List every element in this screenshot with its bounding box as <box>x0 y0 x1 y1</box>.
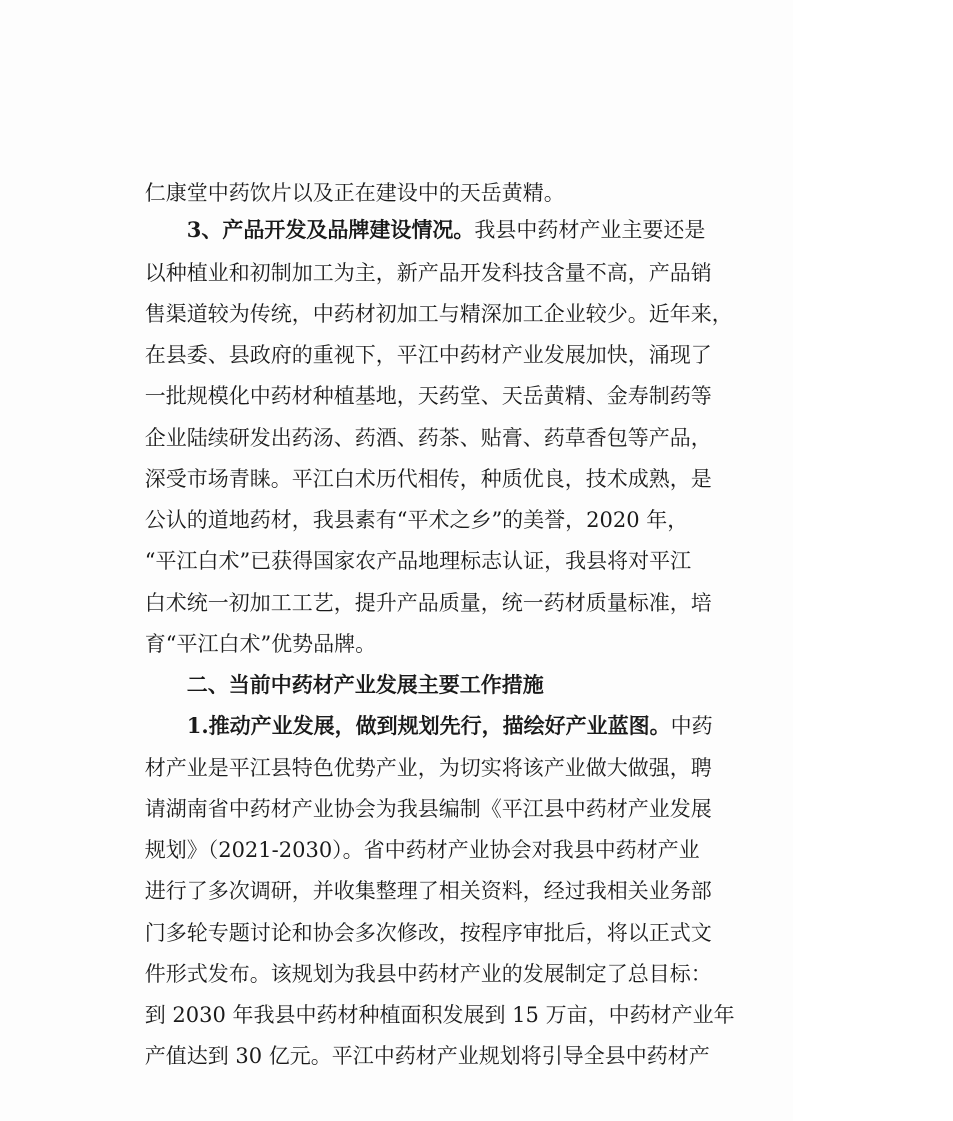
line-text: 进行了多次调研，并收集整理了相关资料，经过我相关业务部 <box>144 879 712 903</box>
body-line <box>0 996 911 1068</box>
section-heading-line <box>0 170 953 242</box>
body-line <box>0 254 911 326</box>
body-line <box>0 213 911 285</box>
line-text: 企业陆续研发出药汤、药酒、药茶、贴膏、药草香包等产品， <box>144 426 712 450</box>
body-line <box>0 955 911 1027</box>
line-text: 白术统一初加工工艺，提升产品质量，统一药材质量标准，培 <box>144 591 712 615</box>
body-line <box>0 501 911 573</box>
line-text: 售渠道较为传统，中药材初加工与精深加工企业较少。近年来， <box>144 302 733 326</box>
subsection-heading: 3、产品开发及品牌建设情况。 <box>186 217 475 242</box>
line-text: 育“平江白术”优势品牌。 <box>144 632 377 656</box>
body-line <box>0 584 911 656</box>
body-line <box>0 873 911 945</box>
body-line <box>0 378 911 450</box>
body-line <box>0 543 911 615</box>
line-text: 深受市场青睐。平江白术历代相传，种质优良，技术成熟，是 <box>144 467 712 491</box>
body-line <box>0 460 911 532</box>
line-text: 公认的道地药材，我县素有“平术之乡”的美誉，2020 年， <box>144 508 689 532</box>
body-line <box>0 133 911 205</box>
section-heading: 二、当前中药材产业发展主要工作措施 <box>186 672 544 697</box>
line-text: 我县中药材产业主要还是 <box>474 218 706 242</box>
subsection-heading: 1.推动产业发展，做到规划先行，描绘好产业蓝图。 <box>186 713 671 738</box>
body-line <box>0 336 911 408</box>
section-heading-line <box>0 625 953 697</box>
line-text: 产值达到 30 亿元。平江中药材产业规划将引导全县中药材产 <box>144 1044 710 1068</box>
body-line <box>0 914 911 986</box>
line-text: 材产业是平江县特色优势产业，为切实将该产业做大做强，聘 <box>144 756 712 780</box>
body-line <box>0 749 911 821</box>
line-text: 件形式发布。该规划为我县中药材产业的发展制定了总目标： <box>144 962 712 986</box>
line-text: “平江白术”已获得国家农产品地理标志认证，我县将对平江 <box>144 549 692 573</box>
body-line <box>0 295 911 367</box>
line-text: 在县委、县政府的重视下，平江中药材产业发展加快，涌现了 <box>144 343 712 367</box>
line-text: 仁康堂中药饮片以及正在建设中的天岳黄精。 <box>144 181 565 205</box>
body-line <box>0 790 911 862</box>
line-text: 到 2030 年我县中药材种植面积发展到 15 万亩，中药材产业年 <box>144 1003 735 1027</box>
body-line <box>0 419 911 491</box>
body-line <box>0 708 911 780</box>
section-heading-line <box>0 666 953 738</box>
line-text: 请湖南省中药材产业协会为我县编制《平江县中药材产业发展 <box>144 797 712 821</box>
line-text: 门多轮专题讨论和协会多次修改，按程序审批后，将以正式文 <box>144 921 712 945</box>
line-text: 以种植业和初制加工为主，新产品开发科技含量不高，产品销 <box>144 261 712 285</box>
body-line <box>0 831 911 903</box>
line-text: 中药 <box>670 714 713 738</box>
line-text: 一批规模化中药材种植基地，天药堂、天岳黄精、金寿制药等 <box>144 384 712 408</box>
line-text: 规划》（2021-2030）。省中药材产业协会对我县中药材产业 <box>144 838 700 862</box>
